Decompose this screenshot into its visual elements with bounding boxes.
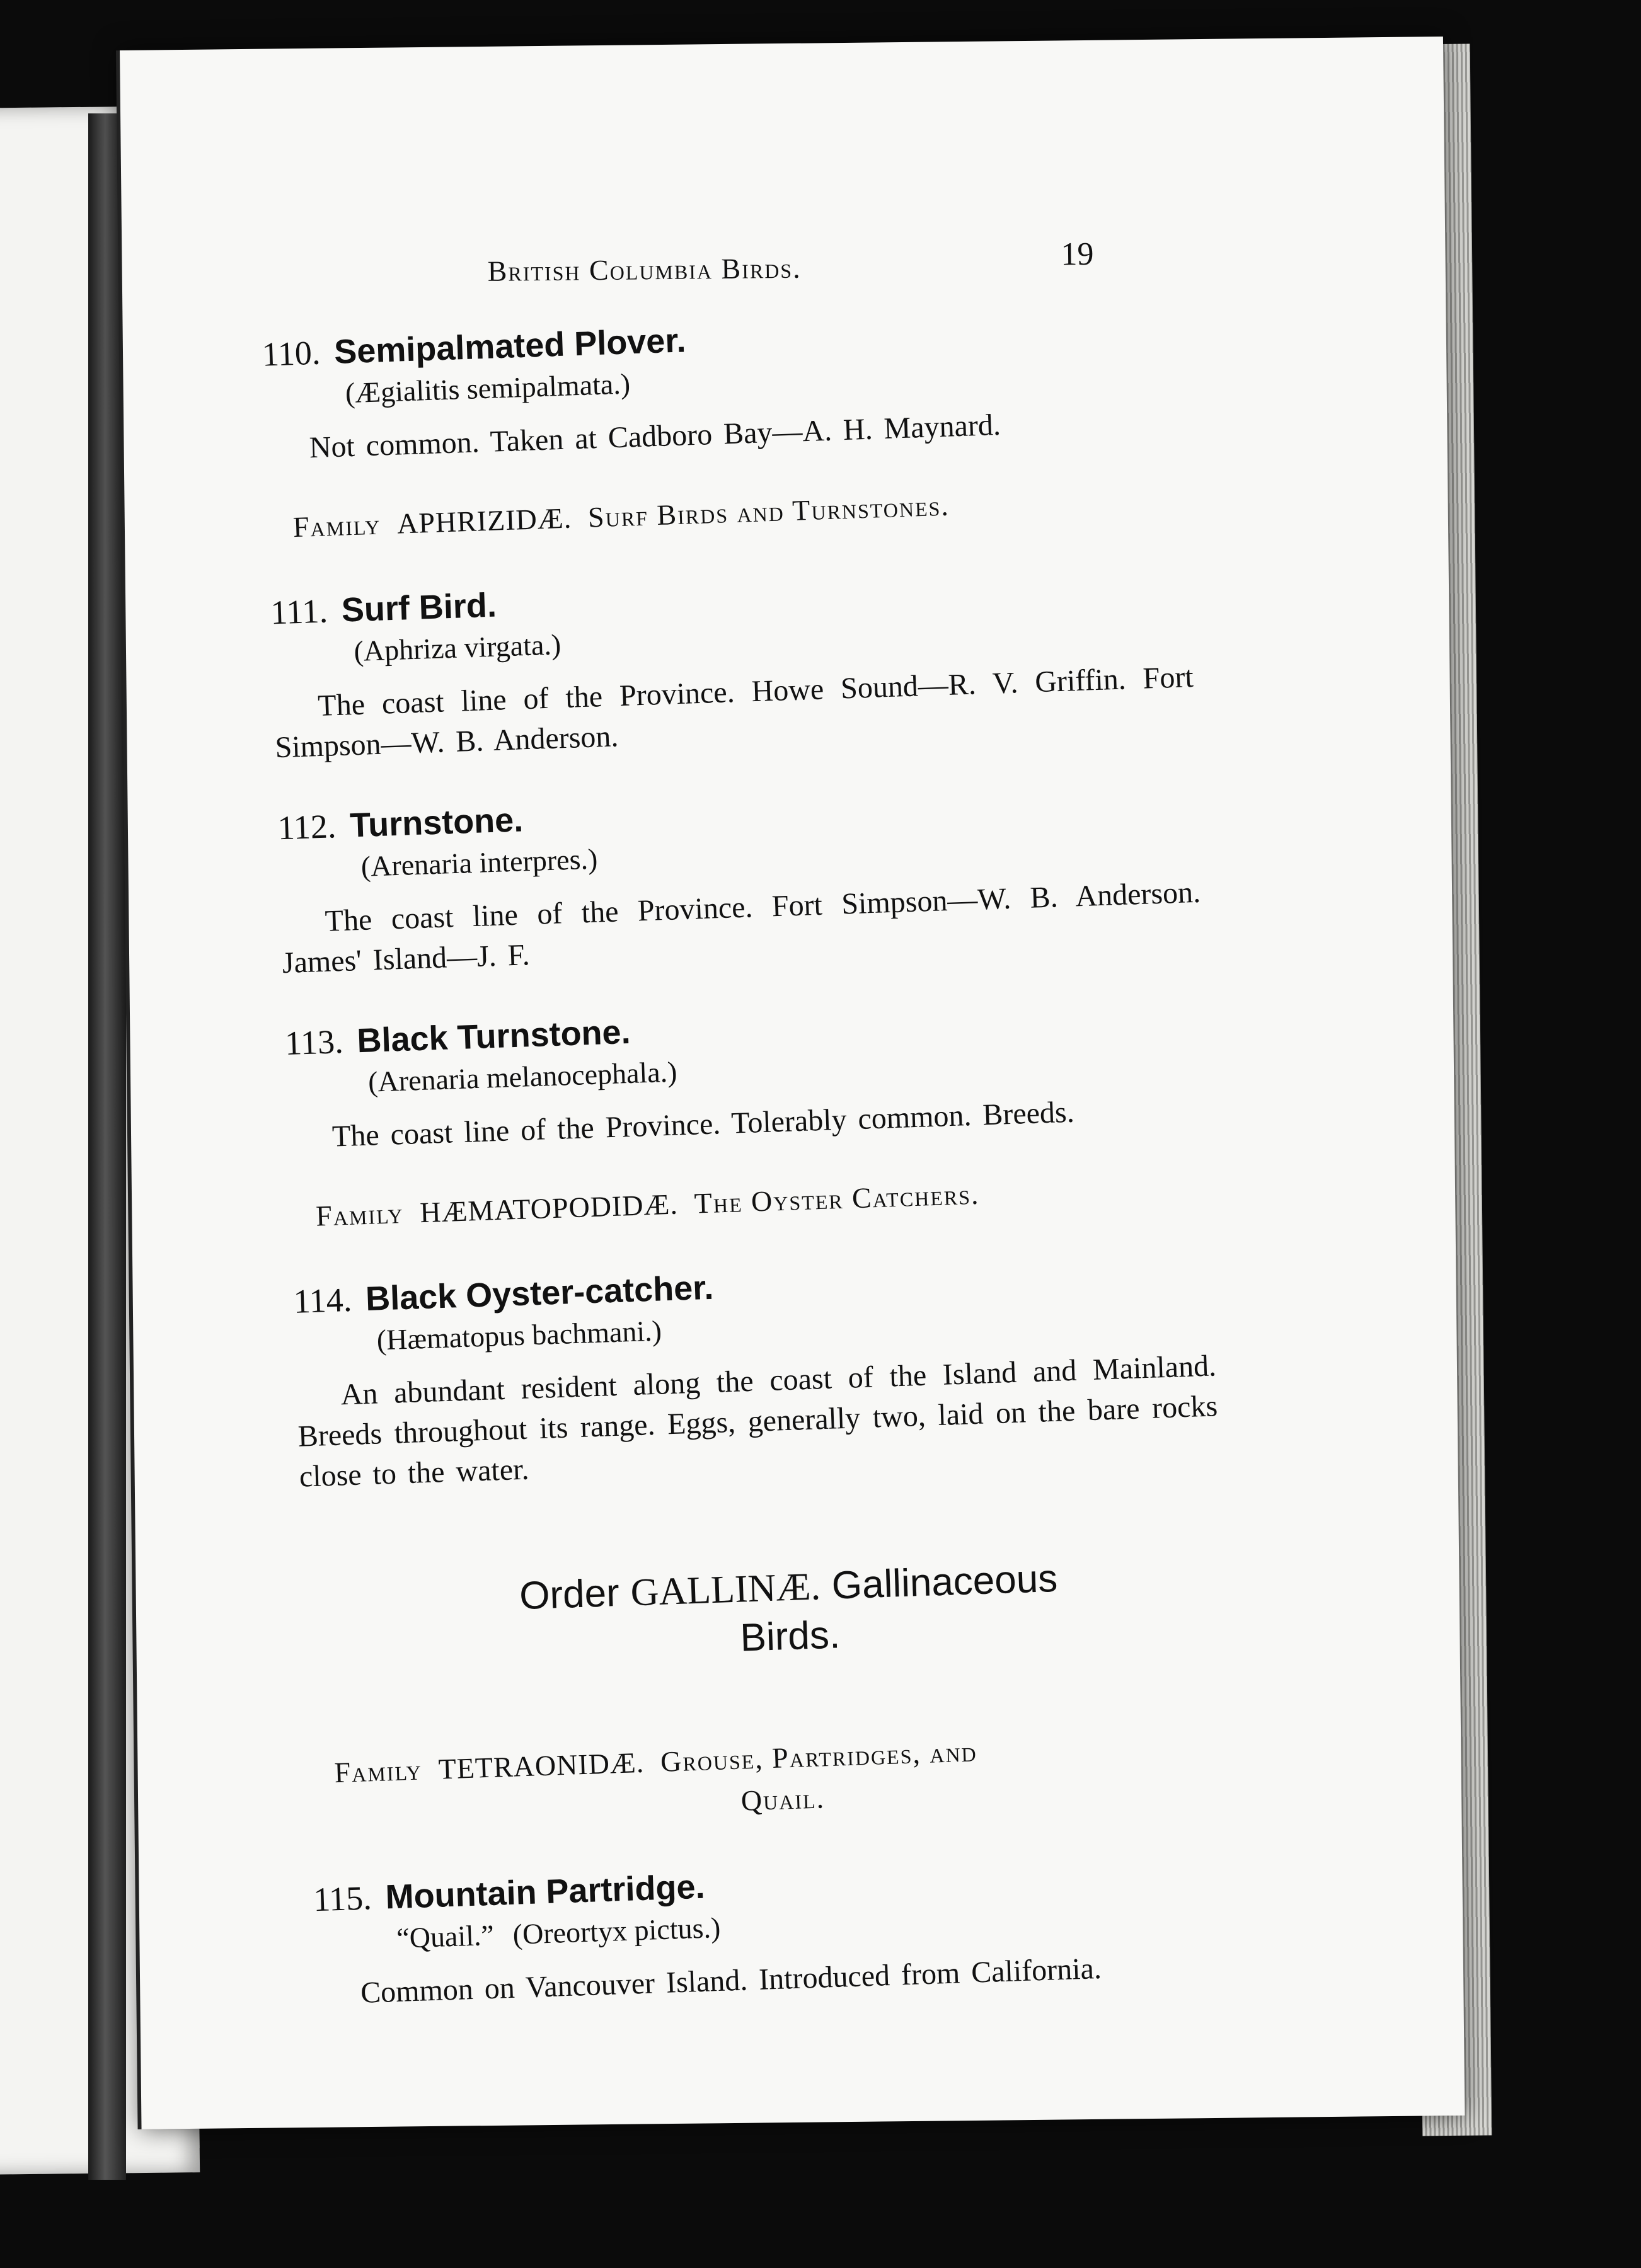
species-description: The coast line of the Province. Tolerably common. Breeds. bbox=[331, 1095, 1075, 1154]
species-entry-113 bbox=[284, 991, 1208, 1159]
species-name: Surf Bird. bbox=[340, 586, 497, 629]
order-label: Order bbox=[519, 1571, 620, 1618]
scientific-name: (Oreortyx pictus.) bbox=[512, 1911, 721, 1950]
family-label: Family bbox=[315, 1196, 405, 1232]
scientific-name: (Ægialitis semipalmata.) bbox=[345, 367, 631, 410]
vernacular-name: “Quail.” bbox=[396, 1918, 495, 1954]
scientific-name: (Aphriza virgata.) bbox=[353, 628, 561, 668]
species-entry-115 bbox=[313, 1847, 1236, 2015]
scientific-name: (Arenaria melanocephala.) bbox=[367, 1055, 678, 1098]
species-name: Black Turnstone. bbox=[356, 1012, 631, 1060]
species-name: Mountain Partridge. bbox=[384, 1867, 706, 1916]
entry-number: 113. bbox=[284, 1022, 344, 1063]
page-number: 19 bbox=[1061, 236, 1094, 273]
family-common-name: Surf Birds and Turnstones. bbox=[587, 489, 950, 534]
family-common-name-continued: Quail. bbox=[740, 1782, 826, 1817]
species-name: Black Oyster-catcher. bbox=[365, 1268, 715, 1319]
entry-number: 111. bbox=[270, 592, 328, 632]
order-common-name: Gallinaceous bbox=[831, 1556, 1059, 1608]
scientific-name: (Arenaria interpres.) bbox=[360, 842, 599, 883]
species-entry-110 bbox=[262, 302, 1185, 469]
page-content bbox=[262, 302, 1238, 2053]
family-name: TETRAONIDÆ. bbox=[437, 1746, 645, 1785]
species-description: The coast line of the Province. Fort Simpson—W. B. Anderson. James' Island—J. F. bbox=[282, 875, 1201, 980]
family-name: HÆMATOPODIDÆ. bbox=[419, 1188, 679, 1229]
entry-number: 112. bbox=[277, 807, 337, 847]
family-label: Family bbox=[333, 1753, 423, 1789]
species-entry-112 bbox=[277, 776, 1203, 983]
order-common-name-continued: Birds. bbox=[739, 1613, 841, 1660]
book-page bbox=[120, 37, 1465, 2129]
species-description: Not common. Taken at Cadboro Bay—A. H. Maynard. bbox=[308, 408, 1001, 465]
family-common-name: The Oyster Catchers. bbox=[693, 1177, 981, 1220]
entry-number: 110. bbox=[261, 333, 321, 374]
species-name: Semipalmated Plover. bbox=[333, 321, 687, 371]
scientific-name: (Hæmatopus bachmani.) bbox=[376, 1314, 662, 1356]
species-entry-114 bbox=[293, 1249, 1220, 1497]
order-name: GALLINÆ. bbox=[630, 1565, 822, 1615]
family-name: APHRIZIDÆ. bbox=[396, 501, 572, 540]
species-name: Turnstone. bbox=[349, 801, 524, 845]
family-label: Family bbox=[292, 508, 382, 544]
entry-number: 115. bbox=[313, 1879, 372, 1919]
family-heading-aphrizidae bbox=[292, 477, 1188, 548]
family-common-name: Grouse, Partridges, and bbox=[660, 1735, 978, 1778]
family-heading-tetraonidae bbox=[333, 1722, 1231, 1835]
family-heading-haematopodidae bbox=[315, 1166, 1211, 1237]
order-heading-gallinae bbox=[353, 1549, 1225, 1676]
entry-number: 114. bbox=[292, 1280, 353, 1320]
species-description: An abundant resident along the coast of the Island and Mainland. Breeds throughout its range. Eggs, generally two, laid on the bare rocks close to the water. bbox=[297, 1349, 1218, 1494]
book-gutter bbox=[88, 113, 126, 2180]
species-description: Common on Vancouver Island. Introduced from California. bbox=[360, 1951, 1102, 2010]
running-head: British Columbia Birds. bbox=[487, 251, 802, 287]
species-description: The coast line of the Province. Howe Sound—R. V. Griffin. Fort Simpson—W. B. Anderson. bbox=[274, 660, 1194, 765]
species-entry-111 bbox=[270, 560, 1195, 768]
